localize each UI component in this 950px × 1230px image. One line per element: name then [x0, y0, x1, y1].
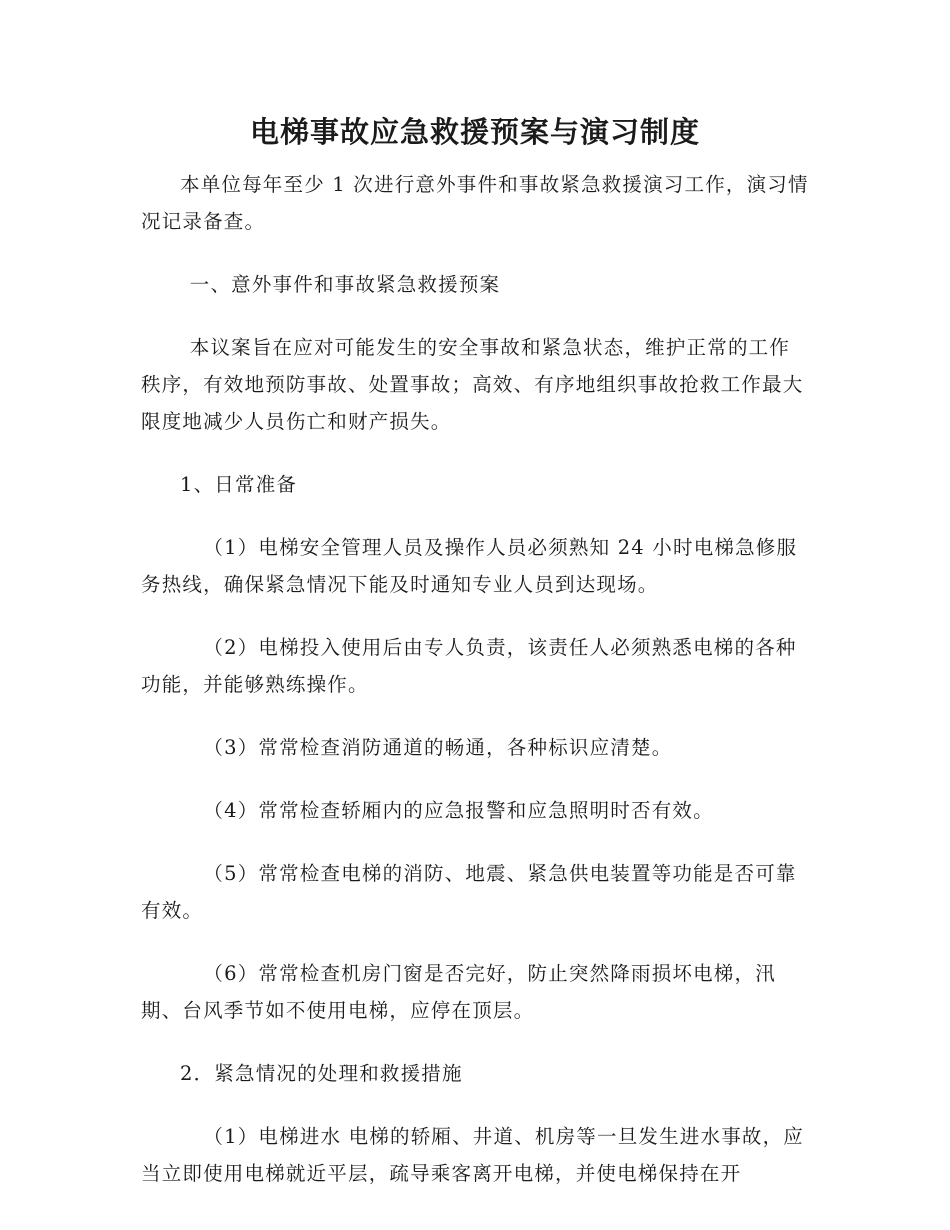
paragraph-purpose: 本议案旨在应对可能发生的安全事故和紧急状态，维护正常的工作秩序，有效地预防事故、处置事故；高效、有序地组织事故抢救工作最大限度地减少人员伤亡和财产损失。 [141, 336, 804, 433]
list-item-4: （4）常常检查轿厢内的应急报警和应急照明时否有效。 [203, 799, 714, 822]
document-title: 电梯事故应急救援预案与演习制度 [249, 115, 700, 149]
section-heading-1: 一、意外事件和事故紧急救援预案 [189, 273, 501, 296]
list-item-7: （1）电梯进水 电梯的轿厢、井道、机房等一旦发生进水事故，应当立即使用电梯就近平层，疏导乘客离开电梯，并使电梯保持在开 [141, 1125, 804, 1185]
list-item-3: （3）常常检查消防通道的畅通，各种标识应清楚。 [203, 736, 673, 759]
document-body [141, 166, 809, 1208]
list-item-2: （2）电梯投入使用后由专人负责，该责任人必须熟悉电梯的各种功能，并能够熟练操作。 [141, 636, 797, 696]
list-item-1: （1）电梯安全管理人员及操作人员必须熟知 24 小时电梯急修服务热线，确保紧急情况下能及时通知专业人员到达现场。 [141, 536, 798, 596]
subsection-heading-2: 2．紧急情况的处理和救援措施 [180, 1062, 463, 1085]
list-item-6: （6）常常检查机房门窗是否完好，防止突然降雨损坏电梯，汛期、台风季节如不使用电梯，应停在顶层。 [141, 962, 776, 1022]
subsection-heading-1: 1、日常准备 [180, 473, 298, 496]
list-item-5: （5）常常检查电梯的消防、地震、紧急供电装置等功能是否可靠有效。 [141, 862, 797, 922]
paragraph-intro: 本单位每年至少 1 次进行意外事件和事故紧急救援演习工作，演习情况记录备查。 [141, 173, 809, 233]
